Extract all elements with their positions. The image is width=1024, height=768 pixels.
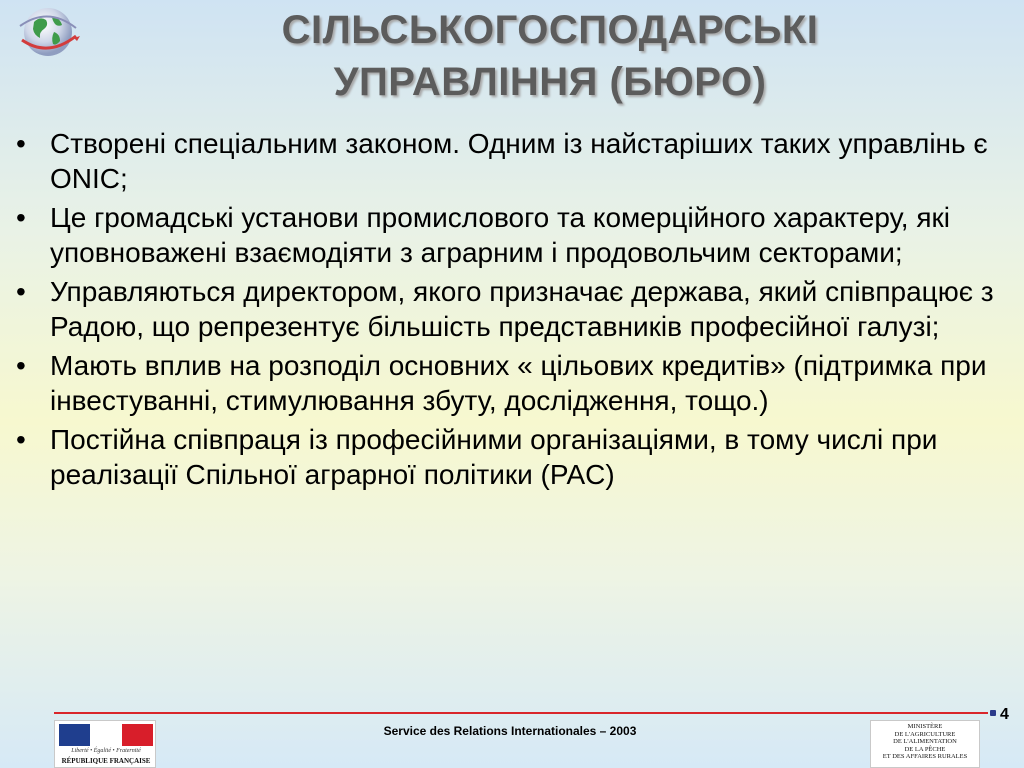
bullet-list [8,126,1008,496]
tricolor-flag-icon [59,724,153,746]
globe-logo-icon [8,2,88,60]
bullet-item: • Управляються директором, якого призначає держава, який співпрацює з Радою, що репрезентує більшість представників професійної галузі; [8,274,1008,344]
page-number: 4 [1000,706,1009,723]
bullet-item: • Це громадські установи промислового та комерційного характеру, які уповноважені взаємодіяти з аграрним і продовольчим секторами; [8,200,1008,270]
bullet-item: • Постійна співпраця із професійними організаціями, в тому числі при реалізації Спільної аграрної політики (PAC) [8,422,1008,492]
ministry-line: MINISTÈRE [907,723,943,730]
title-line-2: УПРАВЛІННЯ (БЮРО) [333,60,767,104]
footer-text: Service des Relations Internationales – 2003 [383,724,637,738]
republique-francaise-logo [54,720,156,768]
republic-motto: Liberté • Égalité • Fraternité [71,748,141,754]
ministry-line: DE L'ALIMENTATION [893,738,957,745]
title-line-1: СІЛЬСЬКОГОСПОДАРСЬКІ [281,8,819,52]
bullet-item: • Створені спеціальним законом. Одним із найстаріших таких управлінь є ONIC; [8,126,1008,196]
ministry-logo [870,720,980,768]
slide-title [100,4,1000,108]
footer-marker [990,710,996,716]
bullet-item: • Мають вплив на розподіл основних « цільових кредитів» (підтримка при інвестуванні, стимулювання збуту, дослідження, тощо.) [8,348,1008,418]
republic-name: RÉPUBLIQUE FRANÇAISE [61,757,151,765]
ministry-line: ET DES AFFAIRES RURALES [882,753,968,760]
footer-divider [54,712,988,714]
ministry-line: DE L'AGRICULTURE [894,730,956,738]
ministry-line: DE LA PÊCHE [904,745,946,753]
